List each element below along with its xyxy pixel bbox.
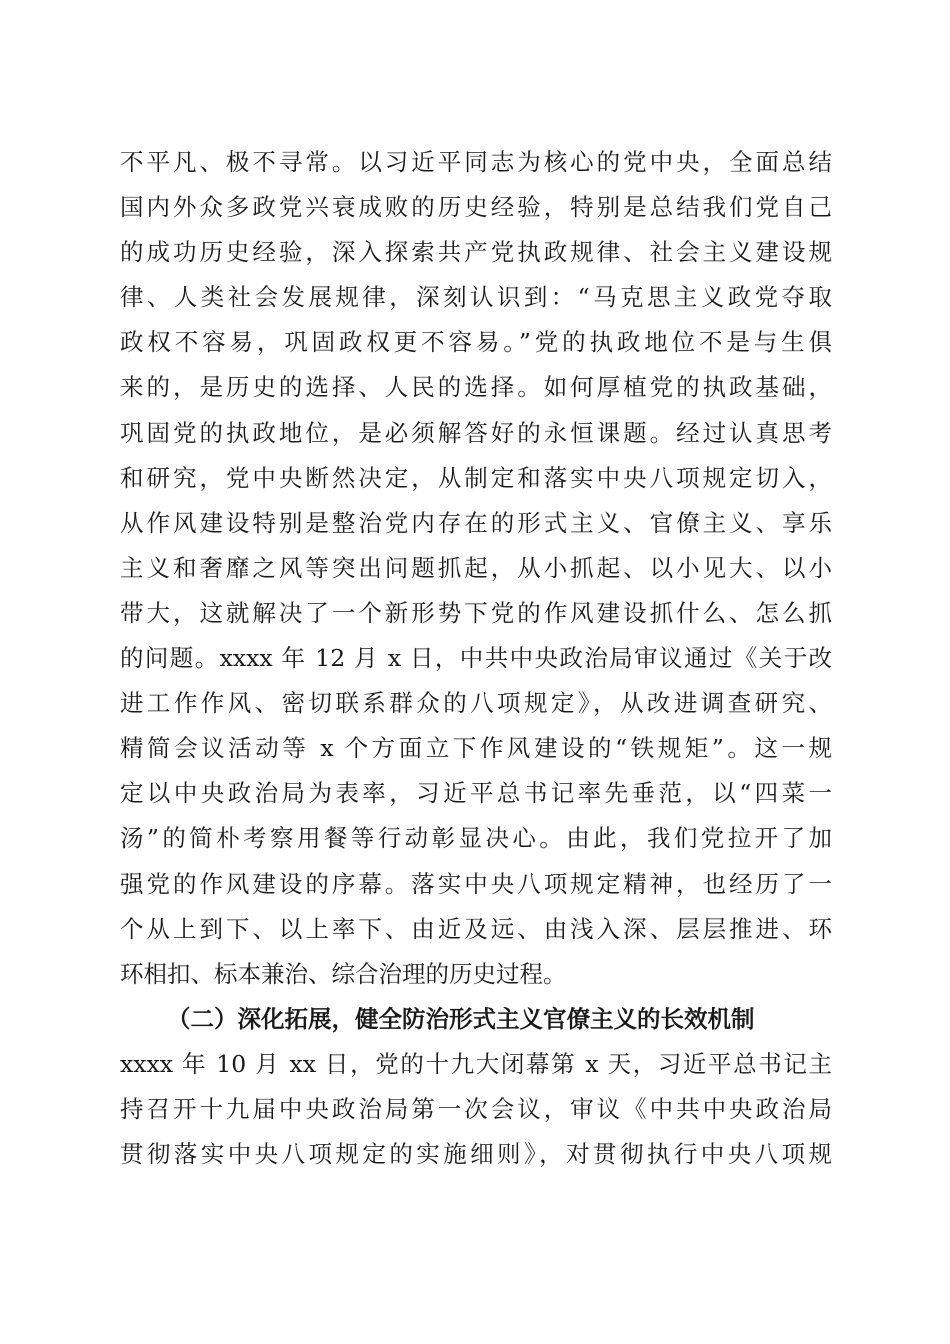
paragraph-line: 国内外众多政党兴衰成败的历史经验，特别是总结我们党自己: [120, 193, 832, 222]
paragraph-line: 从作风建设特别是整治党内存在的形式主义、官僚主义、享乐: [120, 508, 832, 537]
paragraph-line: 政权不容易，巩固政权更不容易。”党的执政地位不是与生俱: [120, 328, 832, 357]
paragraph-line: 带大，这就解决了一个新形势下党的作风建设抓什么、怎么抓: [120, 598, 832, 627]
paragraph-line: 主义和奢靡之风等突出问题抓起，从小抓起、以小见大、以小: [120, 553, 832, 582]
paragraph-line: 汤”的简朴考察用餐等行动彰显决心。由此，我们党拉开了加: [120, 824, 832, 853]
paragraph-line: 贯彻落实中央八项规定的实施细则》，对贯彻执行中央八项规: [120, 1140, 832, 1169]
paragraph-line: 和研究，党中央断然决定，从制定和落实中央八项规定切入，: [120, 463, 832, 492]
paragraph-line: 强党的作风建设的序幕。落实中央八项规定精神，也经历了一: [120, 869, 832, 898]
paragraph-2: [120, 1042, 832, 1177]
paragraph-line: 巩固党的执政地位，是必须解答好的永恒课题。经过认真思考: [120, 418, 832, 447]
paragraph-line: 环相扣、标本兼治、综合治理的历史过程。: [120, 959, 567, 988]
paragraph-line: 个从上到下、以上率下、由近及远、由浅入深、层层推进、环: [120, 914, 832, 943]
document-body: [120, 140, 832, 1177]
paragraph-line: 进工作作风、密切联系群众的八项规定》，从改进调查研究、: [120, 689, 832, 718]
section-heading: （二）深化拓展，健全防治形式主义官僚主义的长效机制: [167, 1004, 755, 1033]
paragraph-line: 的成功历史经验，深入探索共产党执政规律、社会主义建设规: [120, 238, 832, 267]
paragraph-line: 来的，是历史的选择、人民的选择。如何厚植党的执政基础，: [120, 373, 832, 402]
paragraph-line: 不平凡、极不寻常。以习近平同志为核心的党中央，全面总结: [120, 148, 832, 176]
paragraph-1: [120, 140, 832, 997]
paragraph-line: xxxx 年 10 月 xx 日，党的十九大闭幕第 x 天，习近平总书记主: [120, 1049, 832, 1078]
paragraph-line: 定以中央政治局为表率，习近平总书记率先垂范，以“四菜一: [120, 779, 832, 808]
paragraph-line: 精简会议活动等 x 个方面立下作风建设的“铁规矩”。这一规: [120, 734, 832, 763]
paragraph-line: 的问题。xxxx 年 12 月 x 日，中共中央政治局审议通过《关于改: [120, 644, 832, 673]
paragraph-line: 持召开十九届中央政治局第一次会议，审议《中共中央政治局: [120, 1094, 832, 1123]
paragraph-line: 律、人类社会发展规律，深刻认识到：“马克思主义政党夺取: [120, 283, 832, 312]
